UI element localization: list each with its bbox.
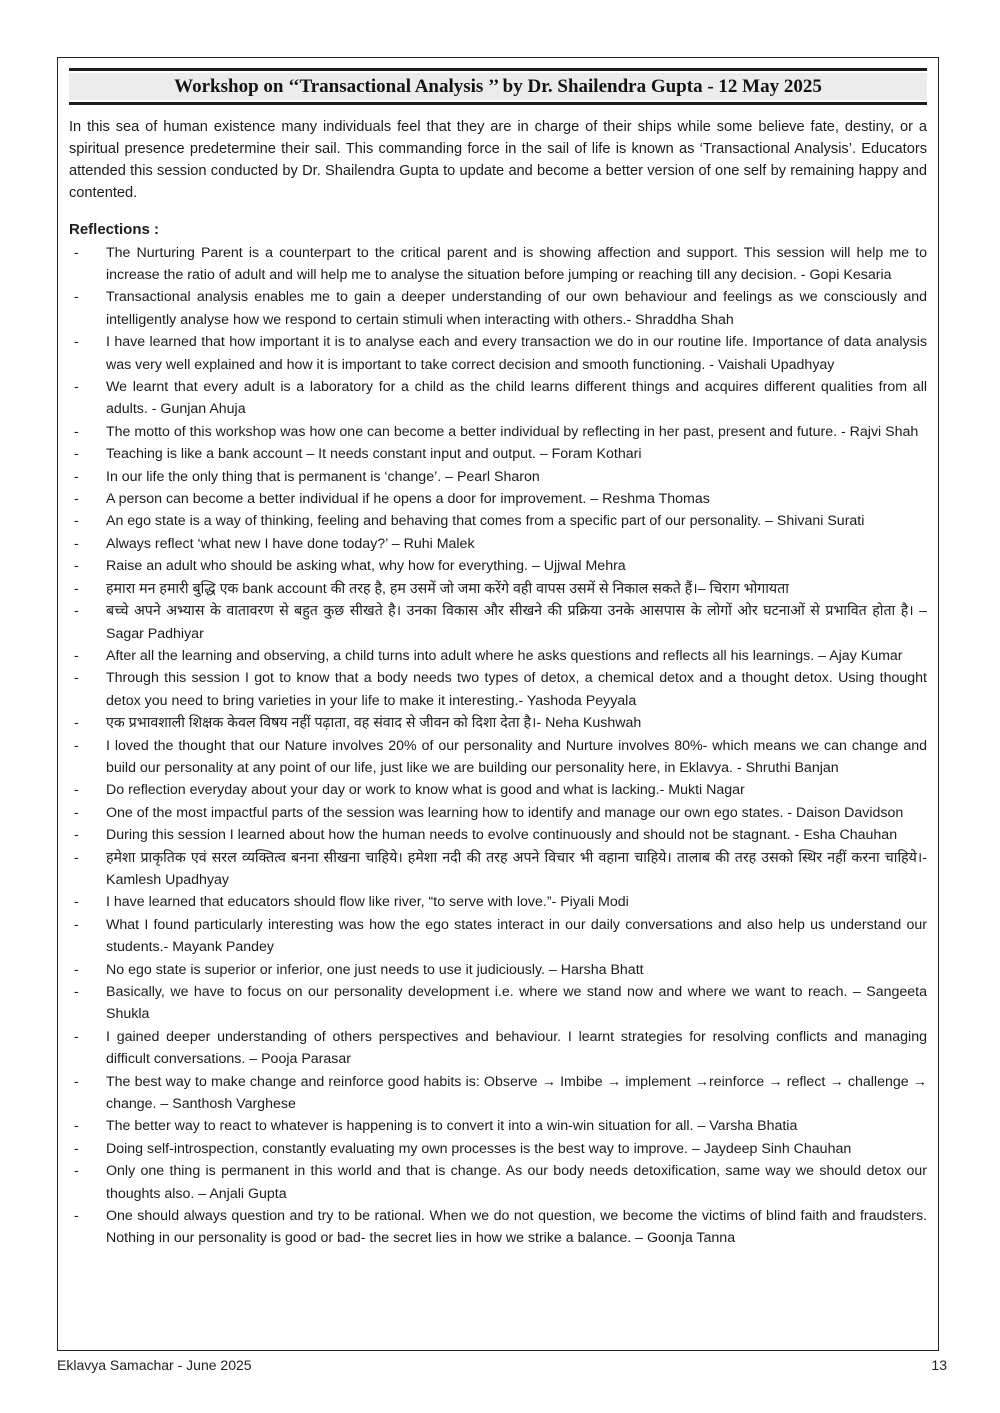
bullet-dash: - — [74, 1073, 79, 1090]
reflection-item — [69, 510, 927, 532]
reflection-item — [69, 779, 927, 801]
reflection-text: One should always question and try to be rational. When we do not question, we become the victims of blind faith and fraudsters. Nothing in our personality is good or bad- the secret lies in how we strike a balance. – Goonja Tanna — [106, 1208, 927, 1247]
reflection-text: I loved the thought that our Nature involves 20% of our personality and Nurture involves 80%- which means we can change and build our personality at any point of our life, just like we are building our personality here, in Eklavya. - Shruthi Banjan — [106, 737, 927, 776]
reflection-item — [69, 735, 927, 780]
bullet-dash: - — [74, 715, 79, 732]
reflection-text: The best way to make change and reinforce good habits is: Observe → Imbibe → implement →reinforce → reflect → challenge → change. – Santhosh Varghese — [106, 1073, 927, 1113]
bullet-dash: - — [74, 1208, 79, 1225]
reflection-text: Only one thing is permanent in this world and that is change. As our body needs detoxification, same way we should detox our thoughts also. – Anjali Gupta — [106, 1163, 927, 1202]
reflection-text: No ego state is superior or inferior, one just needs to use it judiciously. – Harsha Bhatt — [106, 961, 644, 978]
page-content — [58, 58, 938, 1250]
bullet-dash: - — [74, 513, 79, 530]
reflection-text: Raise an adult who should be asking what, why how for everything. – Ujjwal Mehra — [106, 558, 626, 575]
reflection-item — [69, 331, 927, 376]
page-border-box — [57, 57, 939, 1351]
bullet-dash: - — [74, 1163, 79, 1180]
bullet-dash: - — [74, 916, 79, 933]
reflection-text: बच्चे अपने अभ्यास के वातावरण से बहुत कुछ सीखते है। उनका विकास और सीखने की प्रक्रिया उनके आसपास के लोगों ओर घटनाओं से प्रभावित होता है। – Sagar Padhiyar — [106, 603, 927, 642]
reflection-item — [69, 1160, 927, 1205]
reflection-item — [69, 376, 927, 421]
reflection-text: I have learned that educators should flow like river, “to serve with love.”- Piyali Modi — [106, 894, 629, 911]
reflection-text: Doing self-introspection, constantly evaluating my own processes is the best way to improve. – Jaydeep Sinh Chauhan — [106, 1140, 852, 1157]
bullet-dash: - — [74, 580, 79, 597]
title-bar — [69, 68, 927, 105]
reflection-item — [69, 667, 927, 712]
reflection-item — [69, 555, 927, 577]
bullet-dash: - — [74, 737, 79, 754]
reflection-item — [69, 712, 927, 734]
reflection-item — [69, 242, 927, 287]
bullet-dash: - — [74, 491, 79, 508]
reflection-item — [69, 824, 927, 846]
intro-paragraph: In this sea of human existence many individuals feel that they are in charge of their ships while some believe fate, destiny, or a spiritual presence predetermine their sail. This commanding force in the sail of life is known as ‘Transactional Analysis’. Educators attended this session conducted by Dr. Shailendra Gupta to update and become a better version of one self by remaining happy and contented. — [69, 119, 927, 201]
reflection-item — [69, 578, 927, 600]
bullet-dash: - — [74, 647, 79, 664]
bullet-dash: - — [74, 379, 79, 396]
bullet-dash: - — [74, 984, 79, 1000]
reflection-item — [69, 914, 927, 959]
reflection-text: A person can become a better individual if he opens a door for improvement. – Reshma Thomas — [106, 491, 710, 508]
reflection-text: Teaching is like a bank account – It needs constant input and output. – Foram Kothari — [106, 446, 642, 463]
bullet-dash: - — [74, 289, 79, 306]
reflection-text: After all the learning and observing, a child turns into adult where he asks questions and reflects all his learnings. – Ajay Kumar — [106, 647, 903, 664]
reflection-text: The better way to react to whatever is happening is to convert it into a win-win situation for all. – Varsha Bhatia — [106, 1118, 798, 1135]
bullet-dash: - — [74, 670, 79, 687]
reflection-item — [69, 1026, 927, 1071]
reflection-item — [69, 645, 927, 667]
reflection-text: Basically, we have to focus on our personality development i.e. where we stand now and where we want to reach. – Sangeeta Shukla — [106, 984, 927, 1023]
reflection-text: Through this session I got to know that a body needs two types of detox, a chemical detox and a thought detox. Using thought detox you need to bring varieties in your life to make it interesting.- Yashoda Peyyala — [106, 670, 927, 709]
footer-publication: Eklavya Samachar - June 2025 — [57, 1357, 252, 1373]
reflection-item — [69, 981, 927, 1026]
bullet-dash: - — [74, 961, 79, 978]
reflection-text: Transactional analysis enables me to gain a deeper understanding of our own behaviour and feelings as we consciously and intelligently analyse how we respond to certain stimuli when interacting with others.- Shraddha Shah — [106, 289, 927, 328]
reflection-item — [69, 1115, 927, 1137]
bullet-dash: - — [74, 894, 79, 911]
bullet-dash: - — [74, 782, 79, 799]
reflection-text: I have learned that how important it is to analyse each and every transaction we do in our routine life. Importance of data analysis was very well explained and how it is important to take correct decision and smooth functioning. - Vaishali Upadhyay — [106, 334, 927, 373]
reflection-item — [69, 802, 927, 824]
reflection-item — [69, 443, 927, 465]
bullet-dash: - — [74, 468, 79, 485]
reflection-text: An ego state is a way of thinking, feeling and behaving that comes from a specific part of our personality. – Shivani Surati — [106, 513, 865, 530]
reflection-item — [69, 600, 927, 645]
reflection-item — [69, 421, 927, 443]
reflection-text: The Nurturing Parent is a counterpart to the critical parent and is showing affection and support. This session will help me to increase the ratio of adult and will help me to analyse the situation before jumping or reaching till any decision. - Gopi Kesaria — [106, 244, 927, 283]
bullet-dash: - — [74, 827, 79, 844]
reflection-item — [69, 847, 927, 892]
reflection-text: In our life the only thing that is permanent is ‘change’. – Pearl Sharon — [106, 468, 540, 485]
bullet-dash: - — [74, 334, 79, 351]
reflection-text: The motto of this workshop was how one can become a better individual by reflecting in her past, present and future. - Rajvi Shah — [106, 423, 919, 440]
reflection-text: Do reflection everyday about your day or work to know what is good and what is lacking.- Mukti Nagar — [106, 782, 745, 799]
reflection-text: एक प्रभावशाली शिक्षक केवल विषय नहीं पढ़ाता, वह संवाद से जीवन को दिशा देता है।- Neha Kushwah — [106, 715, 642, 732]
bullet-dash: - — [74, 423, 79, 440]
reflection-text: One of the most impactful parts of the session was learning how to identify and manage our own ego states. - Daison Davidson — [106, 804, 904, 821]
page-title: Workshop on ‘‘Transactional Analysis ’’ by Dr. Shailendra Gupta - 12 May 2025 — [69, 73, 927, 100]
reflection-text: During this session I learned about how the human needs to evolve continuously and should not be stagnant. - Esha Chauhan — [106, 827, 898, 844]
reflection-item — [69, 1205, 927, 1250]
bullet-dash: - — [74, 1118, 79, 1135]
reflection-text: I gained deeper understanding of others perspectives and behaviour. I learnt strategies for resolving conflicts and managing difficult conversations. – Pooja Parasar — [106, 1028, 927, 1068]
bullet-dash: - — [74, 1028, 79, 1045]
reflection-text: Always reflect ‘what new I have done today?’ – Ruhi Malek — [106, 535, 475, 552]
reflection-item — [69, 1138, 927, 1160]
page-footer — [57, 1357, 947, 1373]
bullet-dash: - — [74, 603, 79, 620]
reflection-text: What I found particularly interesting was how the ego states interact in our daily conversations and also help us understand our students.- Mayank Pandey — [106, 916, 927, 956]
bullet-dash: - — [74, 244, 79, 261]
page-number: 13 — [931, 1357, 947, 1373]
reflection-item — [69, 959, 927, 981]
reflection-item — [69, 533, 927, 555]
bullet-dash: - — [74, 446, 79, 463]
reflection-item — [69, 1071, 927, 1116]
reflection-item — [69, 891, 927, 913]
bullet-dash: - — [74, 558, 79, 575]
reflections-list — [69, 242, 927, 1250]
bullet-dash: - — [74, 804, 79, 821]
reflection-text: We learnt that every adult is a laboratory for a child as the child learns different things and acquires different qualities from all adults. - Gunjan Ahuja — [106, 379, 927, 418]
reflection-item — [69, 466, 927, 488]
reflections-heading: Reflections : — [69, 220, 160, 238]
reflection-item — [69, 488, 927, 510]
reflection-text: हमारा मन हमारी बुद्धि एक bank account की तरह है, हम उसमें जो जमा करेंगे वही वापस उसमें से निकाल सकते हैं।– चिराग भोगायता — [106, 580, 789, 597]
bullet-dash: - — [74, 849, 79, 866]
reflection-item — [69, 286, 927, 331]
bullet-dash: - — [74, 1140, 79, 1157]
reflection-text: हमेशा प्राकृतिक एवं सरल व्यक्तित्व बनना सीखना चाहिये। हमेशा नदी की तरह अपने विचार भी वहाना चाहिये। तालाब की तरह उसको स्थिर नहीं करना चाहिये।- Kamlesh Upadhyay — [106, 849, 927, 888]
bullet-dash: - — [74, 535, 79, 552]
